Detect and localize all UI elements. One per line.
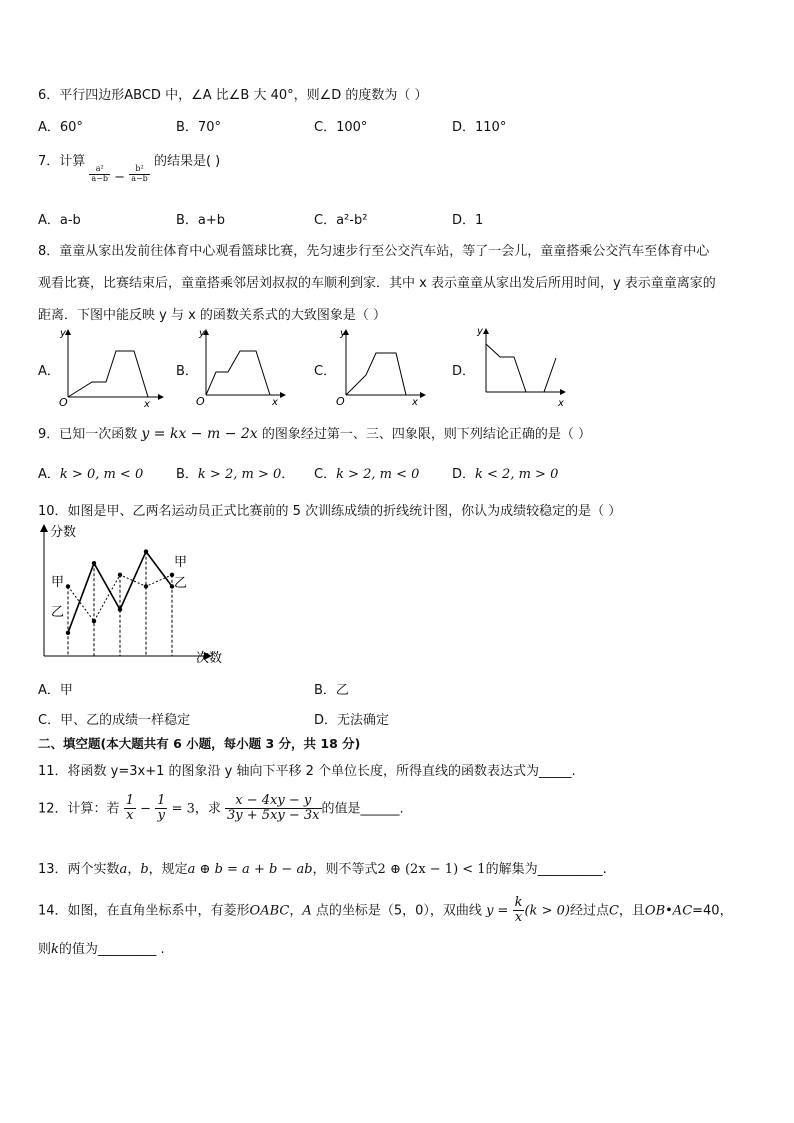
q8-a-y-label: y [60,328,66,339]
q7-frac2: $\frac{\text{b²}}{a-b}$ [131,164,148,183]
q7-frac1: $\frac{\text{a²}}{a-b}$ [91,164,109,183]
q7-option-c: C．a²-b² [314,213,368,228]
q8-option-b-label: B． [176,364,198,379]
q8-line1: 8．童童从家出发前往体育中心观看篮球比赛，先匀速步行至公交汽车站，等了一会儿，童童搭乘公交汽车至体育中心 [38,244,710,259]
q10-point-yi-4 [144,584,148,588]
q12-frac3: $\frac{x - 4xy - y}{3y + 5xy - 3x}$ [227,793,320,824]
q10-point-jia-3 [118,607,122,611]
q12-frac2: $\frac{1}{y}$ [157,793,166,824]
q8-option-d-label: D． [452,364,476,379]
q8-option-a-label: A． [38,364,60,379]
q10-label-jia-left: 甲 [51,575,65,590]
q8-a-origin: O [59,396,68,407]
q10-marks [66,549,174,656]
q14-line2: 则k的值为_________ . [38,942,165,957]
q10-option-b: B．乙 [314,683,349,698]
q8-graph-d [476,322,576,408]
q10-option-a: A．甲 [38,683,73,698]
q12-line: 12．计算：若 $\frac{1}{x}$ − $\frac{1}{y}$ = 3，求 $\frac{x - 4xy - y}{3y + 5xy - 3x}$ 的值是______. [38,793,404,824]
q8-b-origin: O [196,395,205,407]
q8-graph-b [196,325,306,407]
q10-point-jia-1 [66,631,70,635]
q10-option-c: C．甲、乙的成绩一样稳定 [38,713,191,728]
q9-option-d: D．k < 2, m > 0 [452,467,559,482]
q8-c-y-label: y [340,328,346,339]
q10-label-yi-left: 乙 [51,605,65,620]
q8-d-y-label: y [477,326,483,337]
q6-option-c: C．100° [314,120,368,135]
q8-c-origin: O [336,395,345,407]
q8-d-x-label: x [558,398,564,408]
q8-graph-c [334,325,444,407]
q10-label-jia-right: 甲 [174,555,188,570]
q7-option-d: D．1 [452,213,484,228]
q6-option-b: B．70° [176,120,221,135]
q10-label-yi-right: 乙 [174,576,188,591]
q10-point-jia-2 [92,561,96,565]
q10-option-d: D．无法确定 [314,713,390,728]
q9-line [38,423,591,442]
q8-c-x-label: x [412,397,418,407]
q8-line3: 距离．下图中能反映 y 与 x 的函数关系式的大致图象是（ ） [38,308,387,323]
q10-line-chart [36,520,236,670]
q8-a-x-label: x [144,399,150,407]
q6-option-a: A．60° [38,120,83,135]
q9-formula: y = kx − m − 2x [141,426,258,442]
q8-b-x-label: x [272,397,278,407]
q10-point-yi-1 [66,584,70,588]
q8-option-c-label: C． [314,364,337,379]
q14-frac: $\frac{k}{x}$ [514,895,523,926]
q11-text: 11．将函数 y=3x+1 的图象沿 y 轴向下平移 2 个单位长度，所得直线的函数表达式为_____. [38,764,576,779]
q10-point-yi-3 [118,573,122,577]
q8-graph-a [58,325,168,407]
q9-option-a: A．k > 0, m < 0 [38,467,144,482]
q10-point-jia-4 [144,549,148,553]
q10-point-yi-2 [92,619,96,623]
q7-suffix: 的结果是( ) [153,154,221,169]
q7-option-b: B．a+b [176,213,226,228]
q8-b-y-label: y [199,328,205,339]
q7-prefix: 7．计算 [38,154,86,169]
q8-line2: 观看比赛，比赛结束后，童童搭乘邻居刘叔叔的车顺利到家．其中 x 表示童童从家出发后所用时间，y 表示童童离家的 [38,276,716,291]
q9-option-b: B．k > 2, m > 0． [176,467,295,482]
q9-text-b: 的图象经过第一、三、四象限，则下列结论正确的是（ ） [261,427,591,442]
q7-line [38,150,220,185]
q7-minus: − [114,170,126,185]
section2-title: 二、填空题(本大题共有 6 小题，每小题 3 分，共 18 分) [38,736,361,751]
q10-text: 10．如图是甲、乙两名运动员正式比赛前的 5 次训练成绩的折线统计图，你认为成绩较稳定的是（ ） [38,504,622,519]
q9-text-a: 9．已知一次函数 [38,427,138,442]
q9-option-c: C．k > 2, m < 0 [314,467,420,482]
q10-x-label: 次数 [196,651,223,666]
q10-y-label: 分数 [50,525,77,540]
q6-option-d: D．110° [452,120,507,135]
q13-line: 13．两个实数a，b，规定a ⊕ b = a + b − ab，则不等式2 ⊕ (2x − 1) < 1的解集为__________. [38,862,607,877]
q12-frac1: $\frac{1}{x}$ [125,793,134,824]
q14-line1: 14．如图，在直角坐标系中，有菱形OABC，A 点的坐标是（5，0），双曲线 y = $\frac{k}{x}$ (k > 0)经过点C，且OB•AC=40， [38,895,733,926]
q6-text: 6．平行四边形ABCD 中，∠A 比∠B 大 40°，则∠D 的度数为（ ） [38,88,428,103]
q7-option-a: A．a-b [38,213,81,228]
